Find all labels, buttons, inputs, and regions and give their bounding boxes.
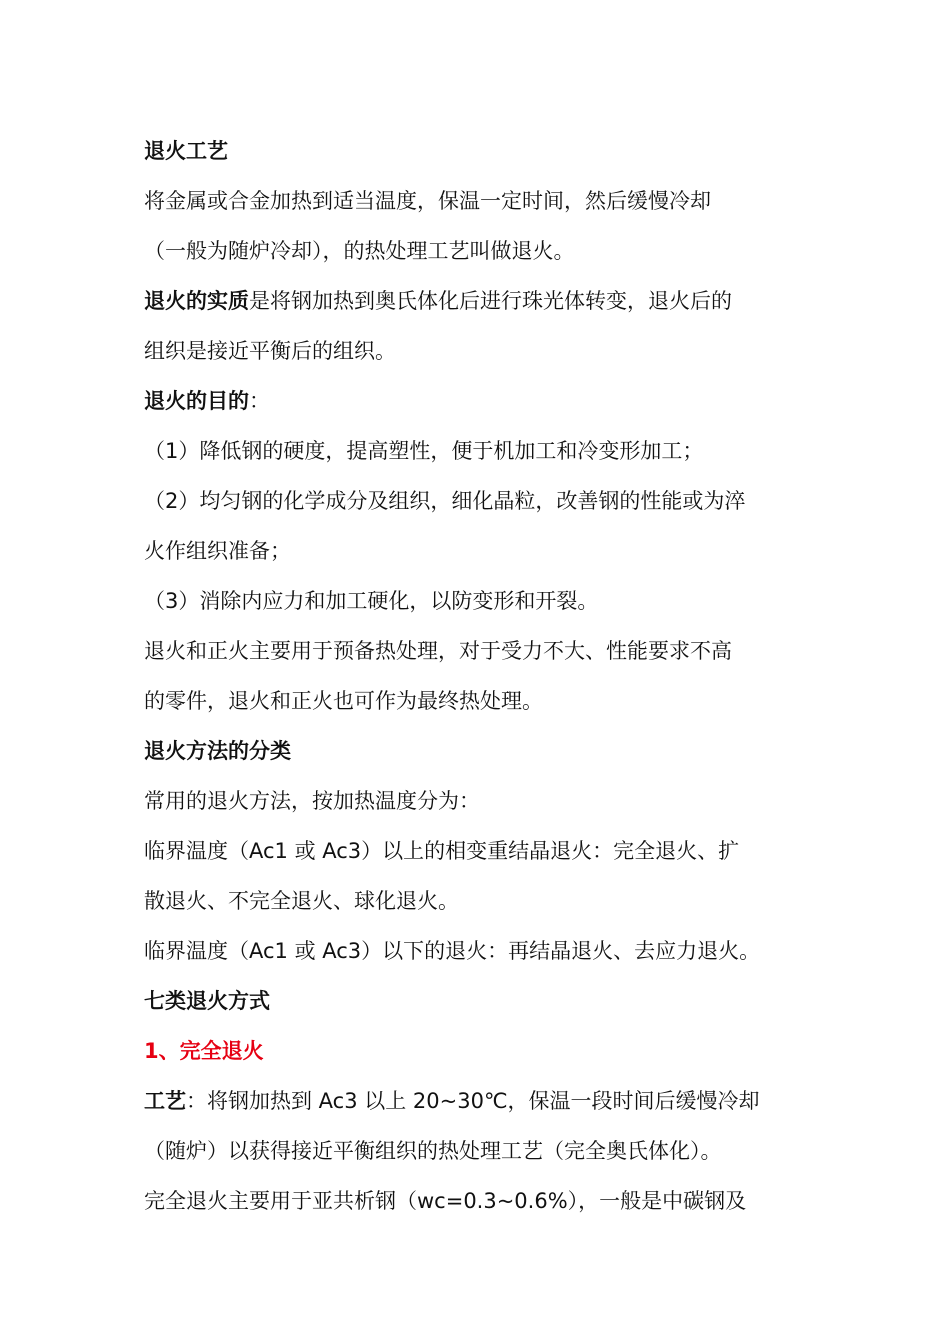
heading-full-annealing: 1、完全退火 bbox=[144, 1039, 264, 1063]
purpose-item-3: （3）消除内应力和加工硬化，以防变形和开裂。 bbox=[144, 589, 599, 613]
purpose-colon: ： bbox=[249, 389, 270, 413]
paragraph-process-line2: （随炉）以获得接近平衡组织的热处理工艺（完全奥氏体化）。 bbox=[144, 1139, 722, 1163]
process-label: 工艺 bbox=[144, 1089, 186, 1113]
purpose-label: 退火的目的 bbox=[144, 389, 249, 413]
paragraph-process-line1 bbox=[144, 1076, 816, 1126]
purpose-item-2-line2: 火作组织准备； bbox=[144, 539, 291, 563]
paragraph-usage-line1: 退火和正火主要用于预备热处理，对于受力不大、性能要求不高 bbox=[144, 639, 732, 663]
paragraph-definition-line1: 将金属或合金加热到适当温度，保温一定时间，然后缓慢冷却 bbox=[144, 189, 711, 213]
paragraph-essence-line1 bbox=[144, 276, 816, 326]
heading-classification: 退火方法的分类 bbox=[144, 739, 291, 763]
process-text: ：将钢加热到 Ac3 以上 20~30℃，保温一段时间后缓慢冷却 bbox=[186, 1089, 760, 1113]
essence-text: 是将钢加热到奥氏体化后进行珠光体转变，退火后的 bbox=[249, 289, 732, 313]
purpose-item-1: （1）降低钢的硬度，提高塑性，便于机加工和冷变形加工； bbox=[144, 439, 704, 463]
paragraph-above-critical-line2: 散退火、不完全退火、球化退火。 bbox=[144, 889, 459, 913]
paragraph-classification-intro: 常用的退火方法，按加热温度分为： bbox=[144, 789, 480, 813]
paragraph-above-critical-line1: 临界温度（Ac1 或 Ac3）以上的相变重结晶退火：完全退火、扩 bbox=[144, 839, 740, 863]
document-body bbox=[144, 126, 816, 1226]
paragraph-full-annealing-usage: 完全退火主要用于亚共析钢（wc=0.3~0.6%），一般是中碳钢及 bbox=[144, 1189, 747, 1213]
purpose-item-2-line1: （2）均匀钢的化学成分及组织，细化晶粒，改善钢的性能或为淬 bbox=[144, 489, 746, 513]
essence-label: 退火的实质 bbox=[144, 289, 249, 313]
paragraph-definition-line2: （一般为随炉冷却），的热处理工艺叫做退火。 bbox=[144, 239, 575, 263]
paragraph-usage-line2: 的零件，退火和正火也可作为最终热处理。 bbox=[144, 689, 543, 713]
heading-seven-types: 七类退火方式 bbox=[144, 989, 270, 1013]
paragraph-essence-line2: 组织是接近平衡后的组织。 bbox=[144, 339, 396, 363]
paragraph-below-critical: 临界温度（Ac1 或 Ac3）以下的退火：再结晶退火、去应力退火。 bbox=[144, 939, 761, 963]
heading-purpose bbox=[144, 376, 816, 426]
heading-annealing-process: 退火工艺 bbox=[144, 139, 228, 163]
